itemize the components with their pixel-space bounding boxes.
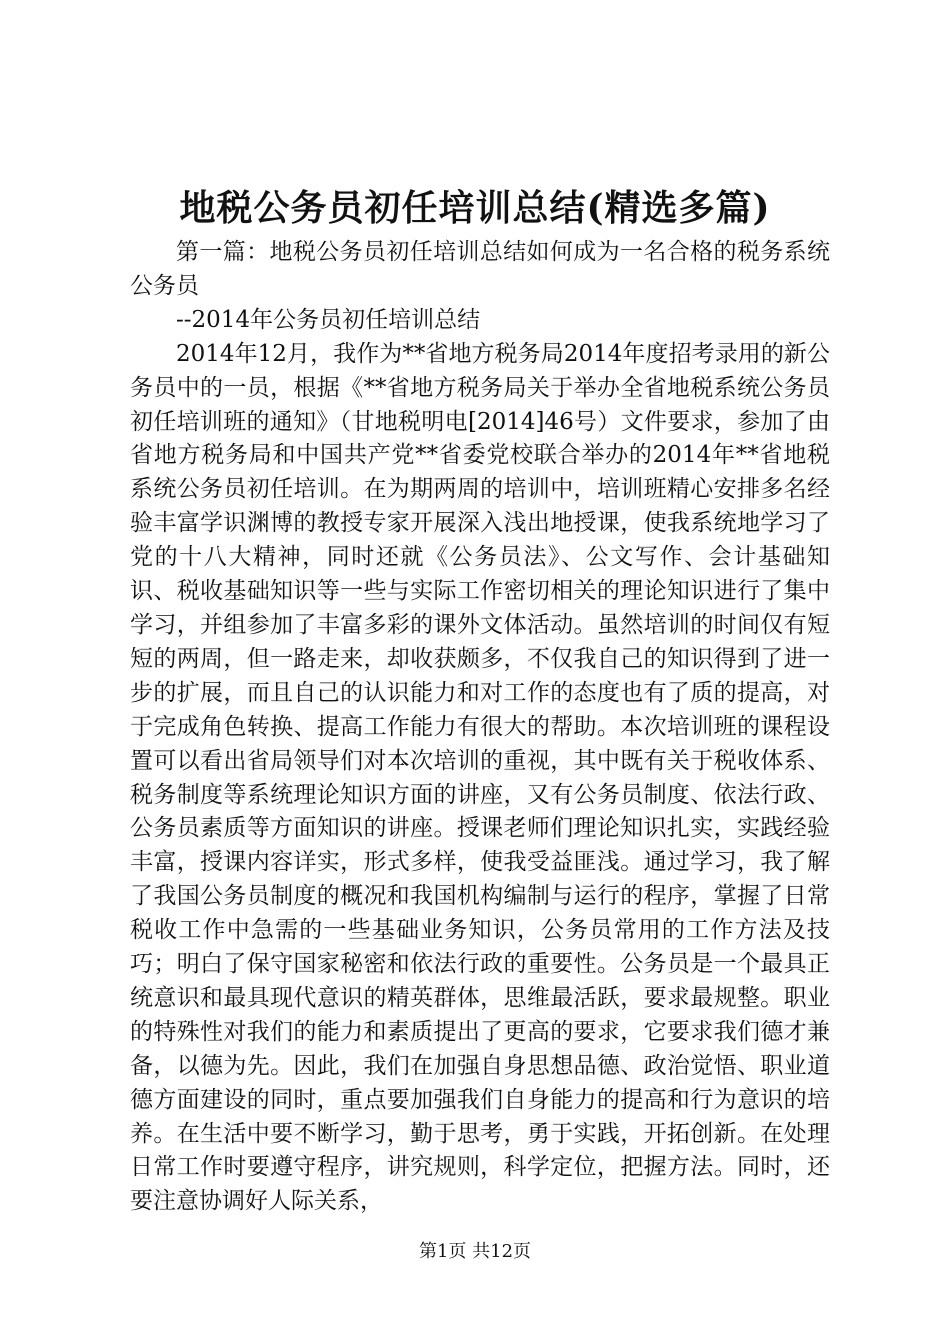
document-title: 地税公务员初任培训总结(精选多篇) — [179, 187, 771, 229]
paragraph-section-heading: 第一篇：地税公务员初任培训总结如何成为一名合格的税务系统公务员 — [130, 239, 830, 299]
page-number-footer: 第1页 共12页 — [418, 1241, 532, 1262]
document-body — [130, 236, 830, 1219]
paragraph-subtitle: --2014年公务员初任培训总结 — [176, 306, 481, 333]
paragraph-main-text: 2014年12月，我作为**省地方税务局2014年度招考录用的新公务员中的一员，根据《**省地方税务局关于举办全省地税系统公务员初任培训班的通知》（甘地税明电[2014]46号）文件要求，参加了由省地方税务局和中国共产党**省委党校联合举办的2014年**省地税系统公务员初任培训。在为期两周的培训中，培训班精心安排多名经验丰富学识渊博的教授专家开展深入浅出地授课，使我系统地学习了党的十八大精神，同时还就《公务员法》、公文写作、会计基础知识、税收基础知识等一些与实际工作密切相关的理论知识进行了集中学习，并组参加了丰富多彩的课外文体活动。虽然培训的时间仅有短短的两周，但一路走来，却收获颇多，不仅我自己的知识得到了进一步的扩展，而且自己的认识能力和对工作的态度也有了质的提高，对于完成角色转换、提高工作能力有很大的帮助。本次培训班的课程设置可以看出省局领导们对本次培训的重视，其中既有关于税收体系、税务制度等系统理论知识方面的讲座，又有公务员制度、依法行政、公务员素质等方面知识的讲座。授课老师们理论知识扎实，实践经验丰富，授课内容详实，形式多样，使我受益匪浅。通过学习，我了解了我国公务员制度的概况和我国机构编制与运行的程序，掌握了日常税收工作中急需的一些基础业务知识，公务员常用的工作方法及技巧；明白了保守国家秘密和依法行政的重要性。公务员是一个最具正统意识和最具现代意识的精英群体，思维最活跃，要求最规整。职业的特殊性对我们的能力和素质提出了更高的要求，它要求我们德才兼备，以德为先。因此，我们在加强自身思想品德、政治觉悟、职业道德方面建设的同时，重点要加强我们自身能力的提高和行为意识的培养。在生活中要不断学习，勤于思考，勇于实践，开拓创新。在处理日常工作时要遵守程序，讲究规则，科学定位，把握方法。同时，还要注意协调好人际关系， — [130, 340, 830, 1215]
